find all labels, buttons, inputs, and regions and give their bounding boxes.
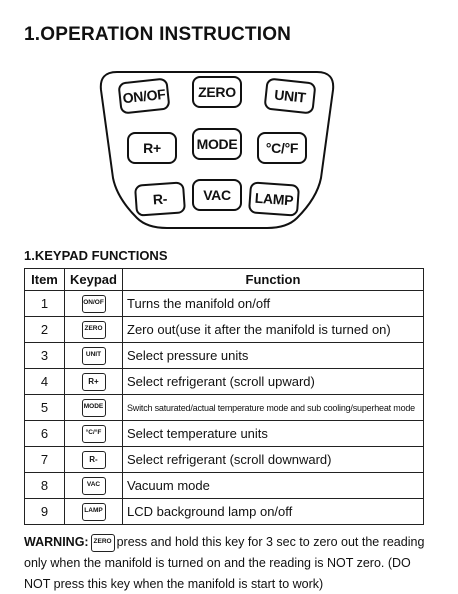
item-number: 6 xyxy=(25,421,65,447)
function-text: Select refrigerant (scroll downward) xyxy=(123,447,424,473)
c-f-key-icon: °C/°F xyxy=(82,425,106,443)
item-number: 1 xyxy=(25,291,65,317)
r-minus-key-icon: R- xyxy=(82,451,106,469)
header-item: Item xyxy=(25,269,65,291)
r-plus-key-icon: R+ xyxy=(82,373,106,391)
table-row xyxy=(25,473,424,499)
unit-key-icon: UNIT xyxy=(82,347,106,365)
function-text: Turns the manifold on/off xyxy=(123,291,424,317)
mode-key: MODE xyxy=(192,128,242,160)
warning-note xyxy=(24,532,434,594)
vac-key-icon: VAC xyxy=(82,477,106,495)
keypad-functions-table xyxy=(24,268,424,525)
function-text: Select temperature units xyxy=(123,421,424,447)
zero-key-icon: ZERO xyxy=(91,534,115,552)
page-title: 1.OPERATION INSTRUCTION xyxy=(24,24,292,45)
lamp-key: LAMP xyxy=(248,181,300,216)
r-minus-key: R- xyxy=(134,181,186,216)
item-number: 3 xyxy=(25,343,65,369)
lamp-key-icon: LAMP xyxy=(82,503,106,521)
table-header-row xyxy=(25,269,424,291)
item-number: 5 xyxy=(25,395,65,421)
warning-text: press and hold this key for 3 sec to zero out the reading only when the manifold is turned on and the reading is NOT zero. (DO NOT press this key when the manifold is start to work) xyxy=(24,535,425,591)
table-row xyxy=(25,447,424,473)
function-text: Select pressure units xyxy=(123,343,424,369)
item-number: 7 xyxy=(25,447,65,473)
on-off-key-icon: ON/OF xyxy=(82,295,106,313)
item-number: 4 xyxy=(25,369,65,395)
table-row xyxy=(25,291,424,317)
on-off-key: ON/OF xyxy=(117,77,170,114)
section-title: 1.KEYPAD FUNCTIONS xyxy=(24,248,168,263)
table-row xyxy=(25,499,424,525)
r-plus-key: R+ xyxy=(127,132,177,164)
warning-label: WARNING: xyxy=(24,535,89,549)
vac-key: VAC xyxy=(192,179,242,211)
header-keypad: Keypad xyxy=(65,269,123,291)
table-row xyxy=(25,317,424,343)
function-text: LCD background lamp on/off xyxy=(123,499,424,525)
table-row xyxy=(25,343,424,369)
item-number: 8 xyxy=(25,473,65,499)
function-text: Select refrigerant (scroll upward) xyxy=(123,369,424,395)
unit-key: UNIT xyxy=(263,77,316,114)
mode-key-icon: MODE xyxy=(82,399,106,417)
function-text: Switch saturated/actual temperature mode and sub cooling/superheat mode xyxy=(123,395,424,421)
header-function: Function xyxy=(123,269,424,291)
table-row xyxy=(25,395,424,421)
function-text: Zero out(use it after the manifold is turned on) xyxy=(123,317,424,343)
zero-key-icon: ZERO xyxy=(82,321,106,339)
table-row xyxy=(25,369,424,395)
zero-key: ZERO xyxy=(192,76,242,108)
keypad-diagram xyxy=(97,68,337,230)
c-f-key: °C/°F xyxy=(257,132,307,164)
function-text: Vacuum mode xyxy=(123,473,424,499)
item-number: 2 xyxy=(25,317,65,343)
item-number: 9 xyxy=(25,499,65,525)
table-row xyxy=(25,421,424,447)
